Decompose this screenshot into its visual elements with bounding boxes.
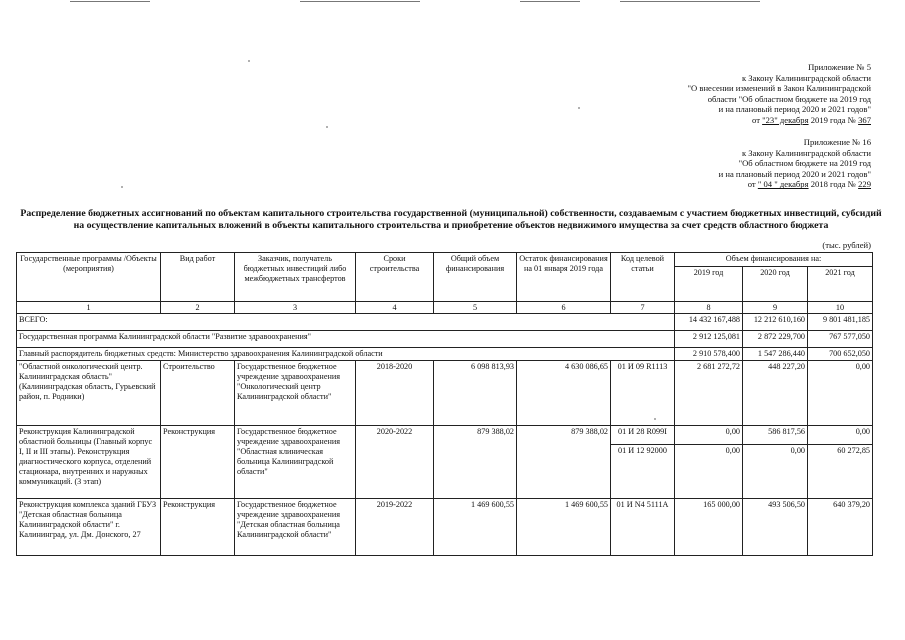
object-work: Реконструкция [161,499,235,556]
manager-2021: 700 652,050 [808,348,873,361]
object-code: 01 И N4 5111А [611,499,675,556]
object-2019-cell [675,426,743,499]
object-2021-b: 60 272,85 [808,444,872,456]
object-code: 01 И 28 R099I [618,427,667,436]
column-number: 6 [517,302,611,314]
appendix-5-line: Приложение № 5 [808,62,871,72]
object-customer: Государственное бюджетное учреждение здравоохранения "Детская областная больница Калининградской области" [235,499,356,556]
object-code: 01 И 09 R1113 [611,361,675,426]
appendix-5-line: к Закону Калининградской области [741,72,871,83]
column-number: 4 [356,302,434,314]
object-2019-b: 0,00 [675,444,742,456]
table-row [17,426,873,499]
appendix-16-block [541,137,871,190]
manager-label: Главный распорядитель бюджетных средств: Министерство здравоохранения Калининградской области [17,348,675,361]
col-header-2019: 2019 год [675,267,743,302]
object-total: 6 098 813,93 [434,361,517,426]
total-2020: 12 212 610,160 [743,314,808,331]
manager-2019: 2 910 578,400 [675,348,743,361]
appendix-5-block [541,62,871,126]
column-number: 3 [235,302,356,314]
column-number: 7 [611,302,675,314]
column-number: 1 [17,302,161,314]
program-label: Государственная программа Калининградской области "Развитие здравоохранения" [17,331,675,348]
object-remainder: 4 630 086,65 [517,361,611,426]
column-number: 9 [743,302,808,314]
object-2020-b: 0,00 [743,444,807,456]
object-remainder: 879 388,02 [517,426,611,499]
object-terms: 2018-2020 [356,361,434,426]
column-number: 5 [434,302,517,314]
col-header-work-type: Вид работ [161,253,235,302]
total-2021: 9 801 481,185 [808,314,873,331]
column-number: 2 [161,302,235,314]
manager-2020: 1 547 286,440 [743,348,808,361]
col-header-2021: 2021 год [808,267,873,302]
scan-speck [121,186,123,188]
object-2021: 0,00 [808,361,873,426]
col-header-customer: Заказчик, получатель бюджетных инвестиций либо межбюджетных трансфертов [235,253,356,302]
col-header-remainder: Остаток финансирования на 01 января 2019 года [517,253,611,302]
object-name: "Областной онкологический центр. Калининградская область" (Калининградская область, Гурьевский район, п. Родники) [17,361,161,426]
allocation-table [16,252,873,556]
program-2020: 2 872 229,700 [743,331,808,348]
object-2021-cell [808,426,873,499]
manager-row [17,348,873,361]
appendix-5-date: от "23" декабря 2019 года № 367 [752,114,871,125]
object-total: 879 388,02 [434,426,517,499]
object-name: Реконструкция комплекса зданий ГБУЗ "Детская областная больница Калининградской области" г. Калининград, ул. Дм. Донского, 27 [17,499,161,556]
units-label: (тыс. рублей) [822,240,871,250]
object-2021: 640 379,20 [808,499,873,556]
scan-edge-line [0,0,905,6]
object-remainder: 1 469 600,55 [517,499,611,556]
col-header-2020: 2020 год [743,267,808,302]
appendix-5-day: "23" декабря [762,114,809,125]
column-number: 8 [675,302,743,314]
appendix-5-line: области "Об областном бюджете на 2019 год [707,93,871,104]
object-terms: 2020-2022 [356,426,434,499]
total-2019: 14 432 167,488 [675,314,743,331]
object-2021: 0,00 [855,427,871,436]
appendix-16-line: и на плановый период 2020 и 2021 годов" [718,168,871,179]
total-row [17,314,873,331]
scan-speck [248,60,250,62]
appendix-16-line: к Закону Калининградской области [741,147,871,158]
appendix-16-number: 229 [858,179,871,190]
appendix-16-date: от " 04 " декабря 2018 года № 229 [747,179,871,190]
col-header-volume: Объем финансирования на: [675,253,873,267]
appendix-5-line: и на плановый период 2020 и 2021 годов" [718,104,871,115]
table-row [17,499,873,556]
object-2020: 448 227,20 [743,361,808,426]
col-header-code: Код целевой статьи [611,253,675,302]
table-row [17,361,873,426]
object-work: Строительство [161,361,235,426]
object-2020: 586 817,56 [768,427,805,436]
object-2020: 493 506,50 [743,499,808,556]
column-number-row [17,302,873,314]
object-2019: 2 681 272,72 [675,361,743,426]
object-code-b: 01 И 12 92000 [611,444,674,456]
column-number: 10 [808,302,873,314]
scan-speck [326,126,328,128]
col-header-terms: Сроки строительства [356,253,434,302]
total-label: ВСЕГО: [17,314,675,331]
appendix-5-number: 367 [858,114,871,125]
col-header-programs: Государственные программы /Объекты (мероприятия) [17,253,161,302]
object-total: 1 469 600,55 [434,499,517,556]
object-code-cell [611,426,675,499]
header-row [17,253,873,267]
program-row [17,331,873,348]
object-name: Реконструкция Калининградской областной больницы (Главный корпус I, II и III этапы). Реконструкция диагностического корпуса, отделений стационара, внутренних и наружных коммуникаций. (3 этап) [17,426,161,499]
object-terms: 2019-2022 [356,499,434,556]
appendix-16-line: Приложение № 16 [803,137,871,147]
object-customer: Государственное бюджетное учреждение здравоохранения "Областная клиническая больница Калининградской области" [235,426,356,499]
appendix-5-line: "О внесении изменений в Закон Калининградской [687,83,871,94]
object-2019: 0,00 [725,427,740,436]
object-2020-cell [743,426,808,499]
object-work: Реконструкция [161,426,235,499]
program-2019: 2 912 125,081 [675,331,743,348]
col-header-total: Общий объем финансирования [434,253,517,302]
document-title: Распределение бюджетных ассигнований по объектам капитального строительства государственной (муниципальной) собственности, создаваемым с участием бюджетных инвестиций, субсидий на осуществление капитальных вложений в объекты капитального строительства и приобретение объектов недвижимого имущества за счет средств областного бюджета [20,208,882,232]
program-2021: 767 577,050 [808,331,873,348]
object-customer: Государственное бюджетное учреждение здравоохранения "Онкологический центр Калининградской области" [235,361,356,426]
scan-speck [578,107,580,109]
appendix-16-day: " 04 " декабря [757,179,809,190]
object-2019: 165 000,00 [675,499,743,556]
appendix-16-line: "Об областном бюджете на 2019 год [738,158,871,169]
